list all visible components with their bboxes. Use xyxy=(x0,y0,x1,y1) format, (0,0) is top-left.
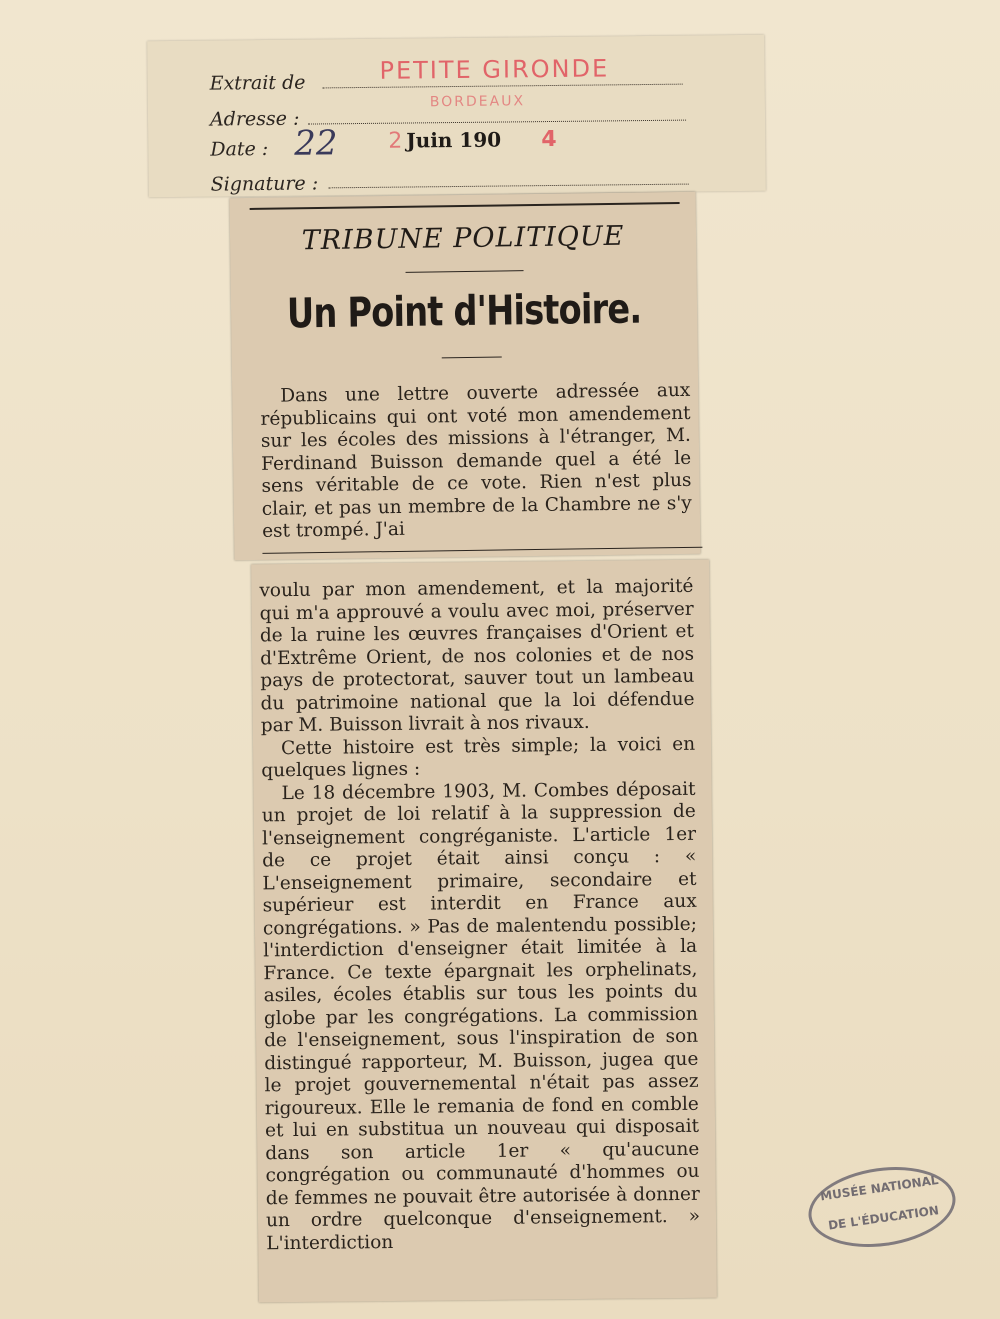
clip-bottom-rule xyxy=(262,547,702,554)
extrait-line xyxy=(323,84,683,89)
museum-stamp xyxy=(803,1158,960,1256)
date-handwritten: 22 xyxy=(294,123,338,164)
body-paragraph-2: Cette histoire est très simple; la voici en quelques lignes : xyxy=(261,733,696,782)
date-label: Date : xyxy=(210,137,269,161)
body-text xyxy=(259,576,700,1256)
body-paragraph-1: voulu par mon amendement, et la majorité qui m'a approuvé a voulu avec moi, préserver de la ruine les œuvres françaises d'Orient et d'Extrême Orient, de nos colonies et de nos pays de protectorat, sauver tout un lambeau du patrimoine national que la loi défendue par M. Buisson livrait à nos rivaux. xyxy=(259,575,695,737)
section-heading: TRIBUNE POLITIQUE xyxy=(301,220,625,257)
signature-label: Signature : xyxy=(210,172,319,196)
adresse-line xyxy=(308,120,686,125)
press-clipping-header-slip xyxy=(147,35,766,197)
article-clipping-top xyxy=(229,192,700,560)
body-paragraph-3: Le 18 décembre 1903, M. Combes déposait un projet de loi relatif à la suppression de l'enseignement congréganiste. L'article 1er de ce projet était ainsi conçu : « L'enseignement primaire, secondaire et supérieur est interdit en France aux congrégations. » Pas de malentendu possible; l'interdiction d'enseigner était limitée à la France. Ce texte épargnait les orphelinats, asiles, écoles établis sur tous les points du globe par les congrégations. La commission de l'enseignement, sous l'inspiration de son distingué rapporteur, M. Buisson, jugea que le projet gouvernemental n'était pas assez rigoureux. Elle le remania de fond en comble et lui en substitua un nouveau qui disposait dans son article 1er « qu'aucune congrégation ou communauté d'hommes ou de femmes ne pouvait être autorisée à donner un ordre quelconque d'enseignement. » L'interdiction xyxy=(261,778,701,1254)
title-rule xyxy=(442,356,502,358)
date-printed: Juin 190 xyxy=(406,127,502,153)
adresse-label: Adresse : xyxy=(209,107,300,131)
top-ornament-rule xyxy=(250,202,680,210)
museum-stamp-line2: DE L'ÉDUCATION xyxy=(827,1203,940,1233)
article-clipping-body xyxy=(251,560,717,1303)
signature-line xyxy=(329,184,689,189)
source-stamp: PETITE GIRONDE xyxy=(379,54,610,85)
date-stamp-digit: 2 xyxy=(388,128,405,154)
museum-stamp-line1: MUSÉE NATIONAL xyxy=(819,1172,940,1204)
heading-rule xyxy=(406,270,524,273)
intro-paragraph: Dans une lettre ouverte adressée aux républicains qui ont voté mon amendement sur les écoles des missions à l'étranger, M. Ferdinand Buisson demande quel a été le sens véritable de ce vote. Rien n'est plus clair, et pas un membre de la Chambre ne s'y est trompé. J'ai xyxy=(260,379,692,542)
article-title: Un Point d'Histoire. xyxy=(286,284,642,338)
extrait-label: Extrait de xyxy=(209,71,306,95)
date-year-digit: 4 xyxy=(541,126,559,153)
city-stamp: BORDEAUX xyxy=(429,93,526,111)
